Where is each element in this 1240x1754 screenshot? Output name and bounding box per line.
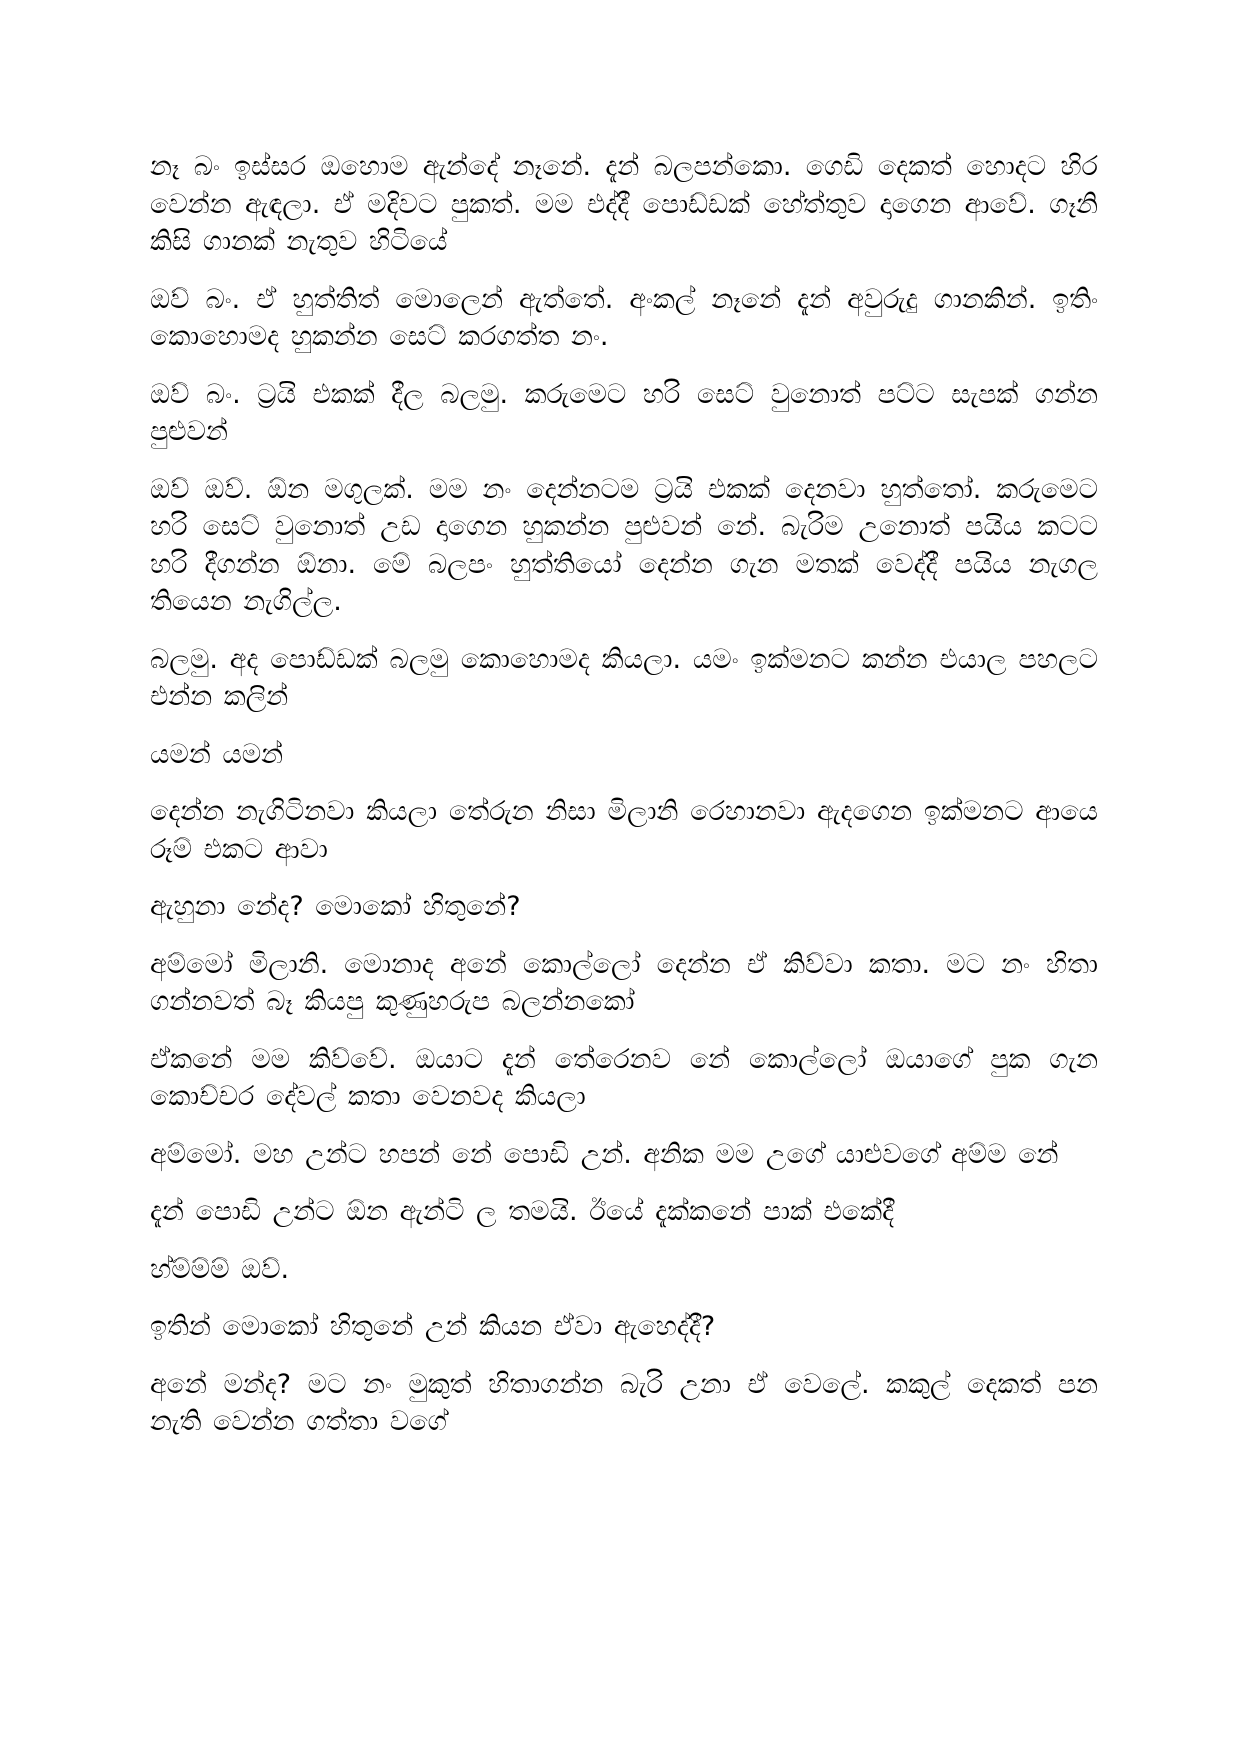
paragraph: දෙන්න නැගිටිනවා කියලා තේරුන නිසා මිලානි රෙහානවා ඇදගෙන ඉක්මනට ආයෙ රූම් එකට ආවා xyxy=(150,796,1098,865)
paragraph: දැන් පොඩි උන්ට ඕන ඇන්ටි ල තමයි. ඊයේ දැක්කනේ පාක් එකේදී xyxy=(150,1196,895,1227)
paragraph: යමන් යමන් xyxy=(150,738,284,770)
paragraph: ඇහුනා නේද? මොකෝ හිතුනේ? xyxy=(150,891,521,922)
paragraph: අනේ මන්ද? මට නං මුකුත් හිතාගන්න බැරි උනා ඒ වෙලේ. කකුල් දෙකත් පන නැති වෙන්න ගත්තා වගේ xyxy=(150,1368,1098,1437)
paragraph: බලමු. අද පොඩ්ඩක් බලමු කොහොමද කියලා. යමං ඉක්මනට කන්න එයාල පහලට එන්න කලින් xyxy=(150,643,1098,712)
paragraph: ඒකනේ මම කිව්වේ. ඔයාට දැන් තේරෙනව නේ කොල්ලෝ ඔයාගේ පුක ගැන කොච්චර දේවල් කතා වෙනවද කියලා xyxy=(150,1043,1098,1112)
paragraph: ඉතින් මොකෝ හිතුනේ උන් කියන ඒවා ඇහෙද්දී? xyxy=(150,1311,716,1342)
paragraph: ඔව් ඔව්. ඕන මගුලක්. මම නං දෙන්නටම ට්‍රයි එකක් දෙනවා හුත්තෝ. කරුමෙට හරි සෙට් වුනොත් උඩ දාගෙන හුකන්න පුළුවන් නේ. බැරිම උනොත් පයිය කටට හරි දීගන්න ඕනා. මේ බලපං හුත්තියෝ දෙන්න ගැන මතක් වෙද්දී පයිය නැගල තියෙන නැගිල්ල. xyxy=(150,473,1098,617)
paragraph: අම්මෝ. මහ උන්ට හපන් නේ පොඩි උන්. අනික මම උගේ යාළුවගේ අම්ම නේ xyxy=(150,1138,1059,1170)
paragraph: හ්ම්ම්ම් ඔව්. xyxy=(150,1253,290,1285)
paragraph: අම්මෝ මිලානි. මොනාද අනේ කොල්ලෝ දෙන්න ඒ කිව්වා කතා. මට නං හිතා ගන්නවත් බෑ කියපු කුණුහරුප බලන්නකෝ xyxy=(150,948,1098,1017)
paragraph: ඔව් බං. ඒ හුත්තිත් මොලෙන් ඇත්තේ. අංකල් නෑනේ දැන් අවුරුදු ගානකින්. ඉතිං කොහොමද හුකන්න සෙට් කරගත්ත නං. xyxy=(150,283,1098,352)
paragraph: නෑ බං ඉස්සර ඔහොම ඇන්දේ නෑනේ. දැන් බලපන්කො. ගෙඩි දෙකත් හොදට හිර වෙන්න ඇඳලා. ඒ මදිවට පුකත්. මම එද්දී පොඩ්ඩක් හේත්තුව දාගෙන ආවේ. ගෑනි කිසි ගානක් නැතුව හිටියේ xyxy=(150,151,1098,257)
paragraph: ඔව් බං. ට්‍රයි එකක් දීල බලමු. කරුමෙට හරි සෙට් වුනොත් පට්ට සැපක් ගන්න පුළුවන් xyxy=(150,378,1098,447)
